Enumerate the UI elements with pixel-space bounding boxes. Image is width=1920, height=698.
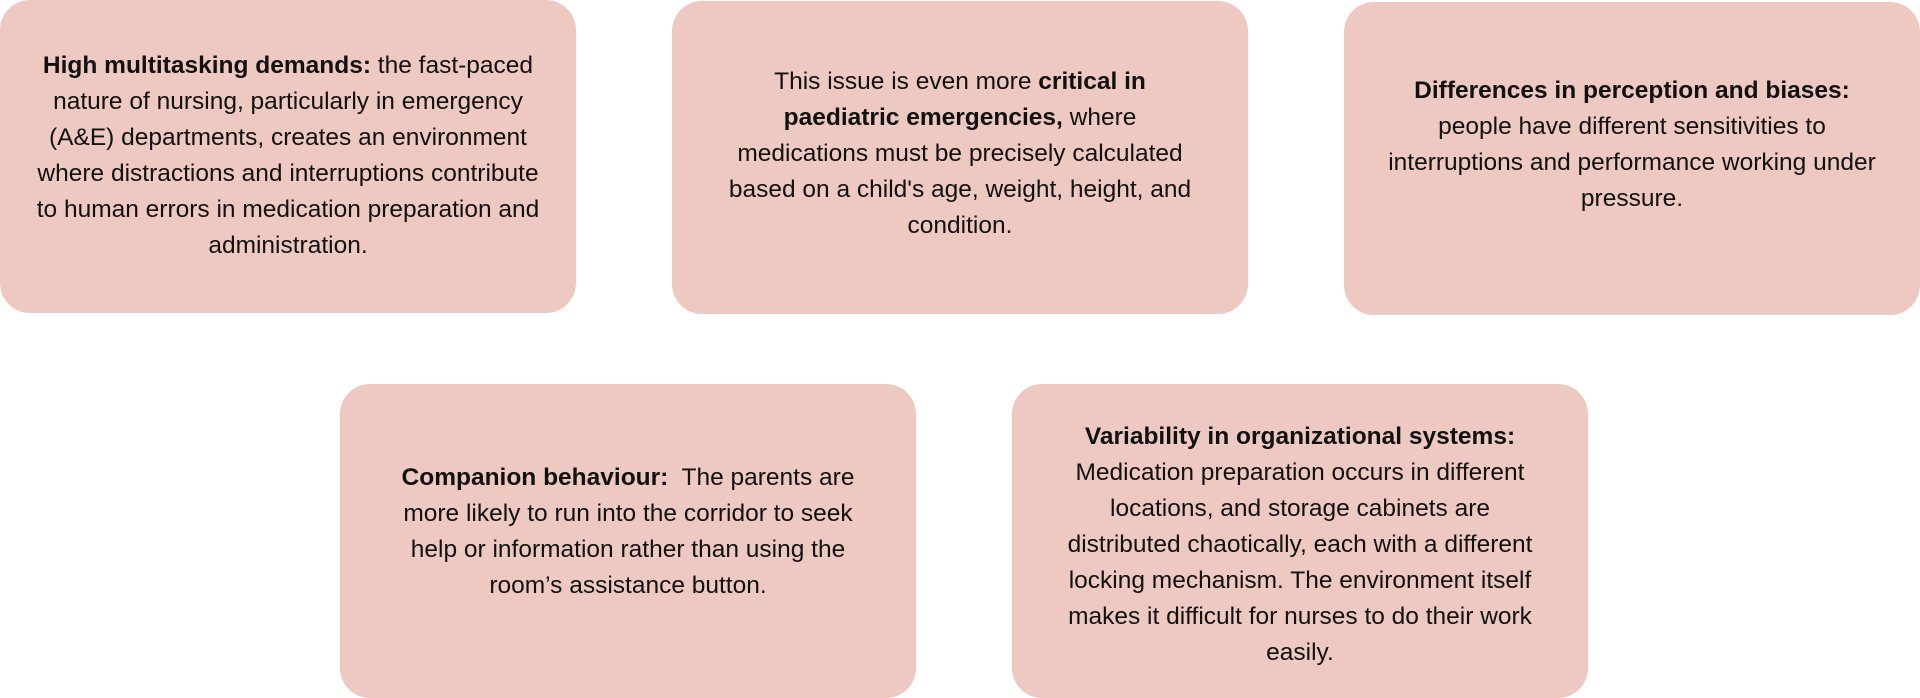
card-companion-behaviour [340, 384, 916, 698]
card-heading: Variability in organizational systems: [1084, 423, 1516, 450]
card-multitasking-demands [0, 0, 576, 313]
card-heading: Differences in perception and biases: [1414, 76, 1850, 104]
card-heading: Companion behaviour: [401, 464, 669, 491]
card-lead-text: This issue is even more [774, 67, 1039, 95]
card-text: the fast-paced nature of nursing, particularly in emergency (A&E) departments, creates an environment where distractions and interruptions contribute to human errors in medication preparation and administration. [36, 51, 540, 259]
card-body [1368, 73, 1896, 217]
card-text: where medications must be precisely calculated based on a child's age, weight, height, and condition. [728, 103, 1192, 239]
card-heading: critical in paediatric emergencies, [783, 67, 1146, 131]
card-organizational-variability [1012, 384, 1588, 698]
card-paediatric-emergencies [672, 1, 1248, 314]
card-body [24, 48, 552, 264]
card-body [696, 64, 1224, 244]
card-text: people have different sensitivities to interruptions and performance working under pressure. [1388, 112, 1876, 212]
card-body [1036, 419, 1564, 671]
card-text: Medication preparation occurs in different locations, and storage cabinets are distributed chaotically, each with a different locking mechanism. The environment itself makes it difficult for nurses to do their work easily. [1067, 459, 1533, 666]
card-body [364, 460, 892, 604]
card-text: The parents are more likely to run into the corridor to seek help or information rather than using the room’s assistance button. [403, 464, 862, 599]
card-heading: High multitasking demands: [42, 51, 371, 79]
card-perception-biases [1344, 2, 1920, 315]
